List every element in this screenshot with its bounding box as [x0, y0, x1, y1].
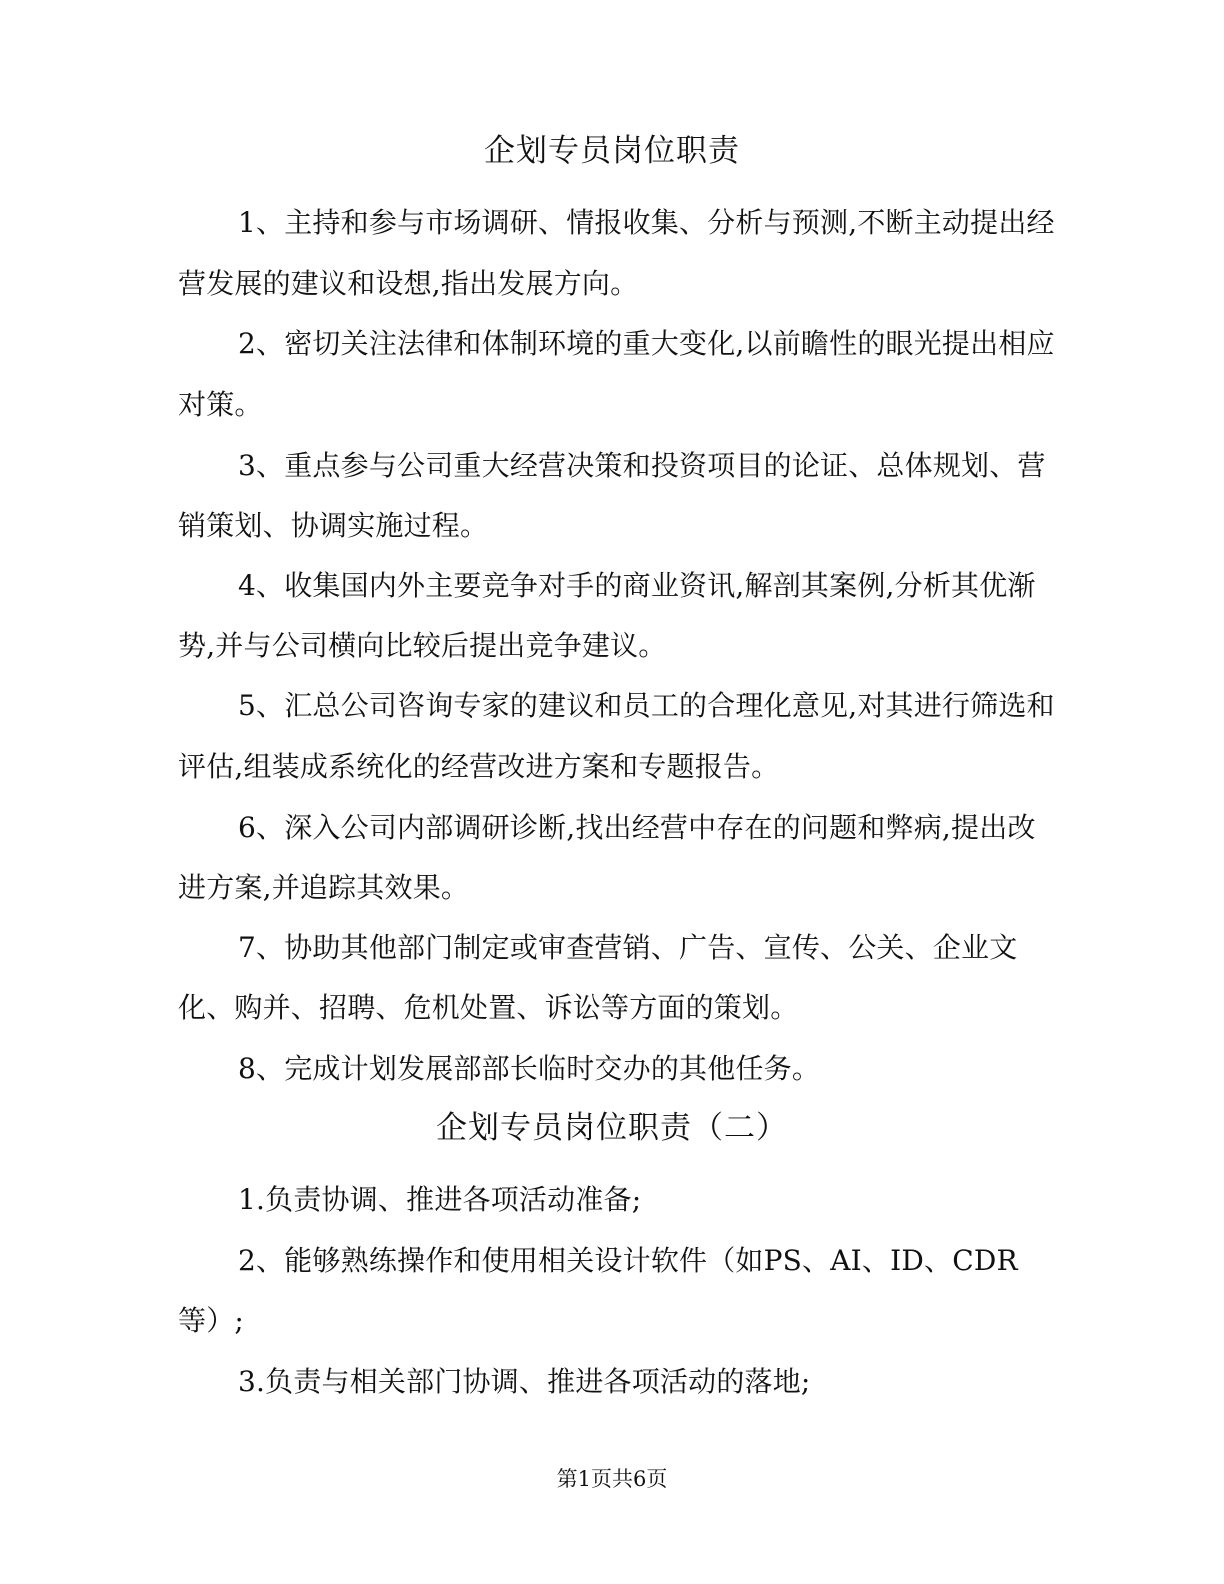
- page-number: 第1页共6页: [556, 1467, 668, 1491]
- section1-line: 6、深入公司内部调研诊断,找出经营中存在的问题和弊病,提出改: [238, 811, 1036, 844]
- section2-line: 1.负责协调、推进各项活动准备;: [238, 1183, 642, 1216]
- section-title: 企划专员岗位职责（二）: [436, 1110, 788, 1146]
- section2-line: 等）;: [178, 1304, 245, 1337]
- section1-line: 7、协助其他部门制定或审查营销、广告、宣传、公关、企业文: [238, 931, 1018, 964]
- section1-line: 进方案,并追踪其效果。: [178, 871, 470, 904]
- section1-line: 对策。: [178, 388, 263, 421]
- section1-line: 营发展的建议和设想,指出发展方向。: [178, 267, 639, 300]
- section1-line: 评估,组装成系统化的经营改进方案和专题报告。: [178, 750, 780, 783]
- section1-line: 8、完成计划发展部部长临时交办的其他任务。: [238, 1052, 821, 1085]
- section1-line: 化、购并、招聘、危机处置、诉讼等方面的策划。: [178, 991, 799, 1024]
- section1-line: 1、主持和参与市场调研、情报收集、分析与预测,不断主动提出经: [238, 206, 1055, 239]
- section1-line: 5、汇总公司咨询专家的建议和员工的合理化意见,对其进行筛选和: [238, 689, 1055, 722]
- document-title: 企划专员岗位职责: [484, 133, 740, 169]
- section2-line: 3.负责与相关部门协调、推进各项活动的落地;: [238, 1365, 811, 1398]
- section2-line: 2、能够熟练操作和使用相关设计软件（如PS、AI、ID、CDR: [238, 1244, 1018, 1277]
- section1-line: 势,并与公司横向比较后提出竞争建议。: [178, 629, 667, 662]
- section1-line: 3、重点参与公司重大经营决策和投资项目的论证、总体规划、营: [238, 449, 1046, 482]
- section1-line: 4、收集国内外主要竞争对手的商业资讯,解剖其案例,分析其优渐: [238, 569, 1036, 602]
- section1-line: 销策划、协调实施过程。: [178, 509, 489, 542]
- section1-line: 2、密切关注法律和体制环境的重大变化,以前瞻性的眼光提出相应: [238, 327, 1055, 360]
